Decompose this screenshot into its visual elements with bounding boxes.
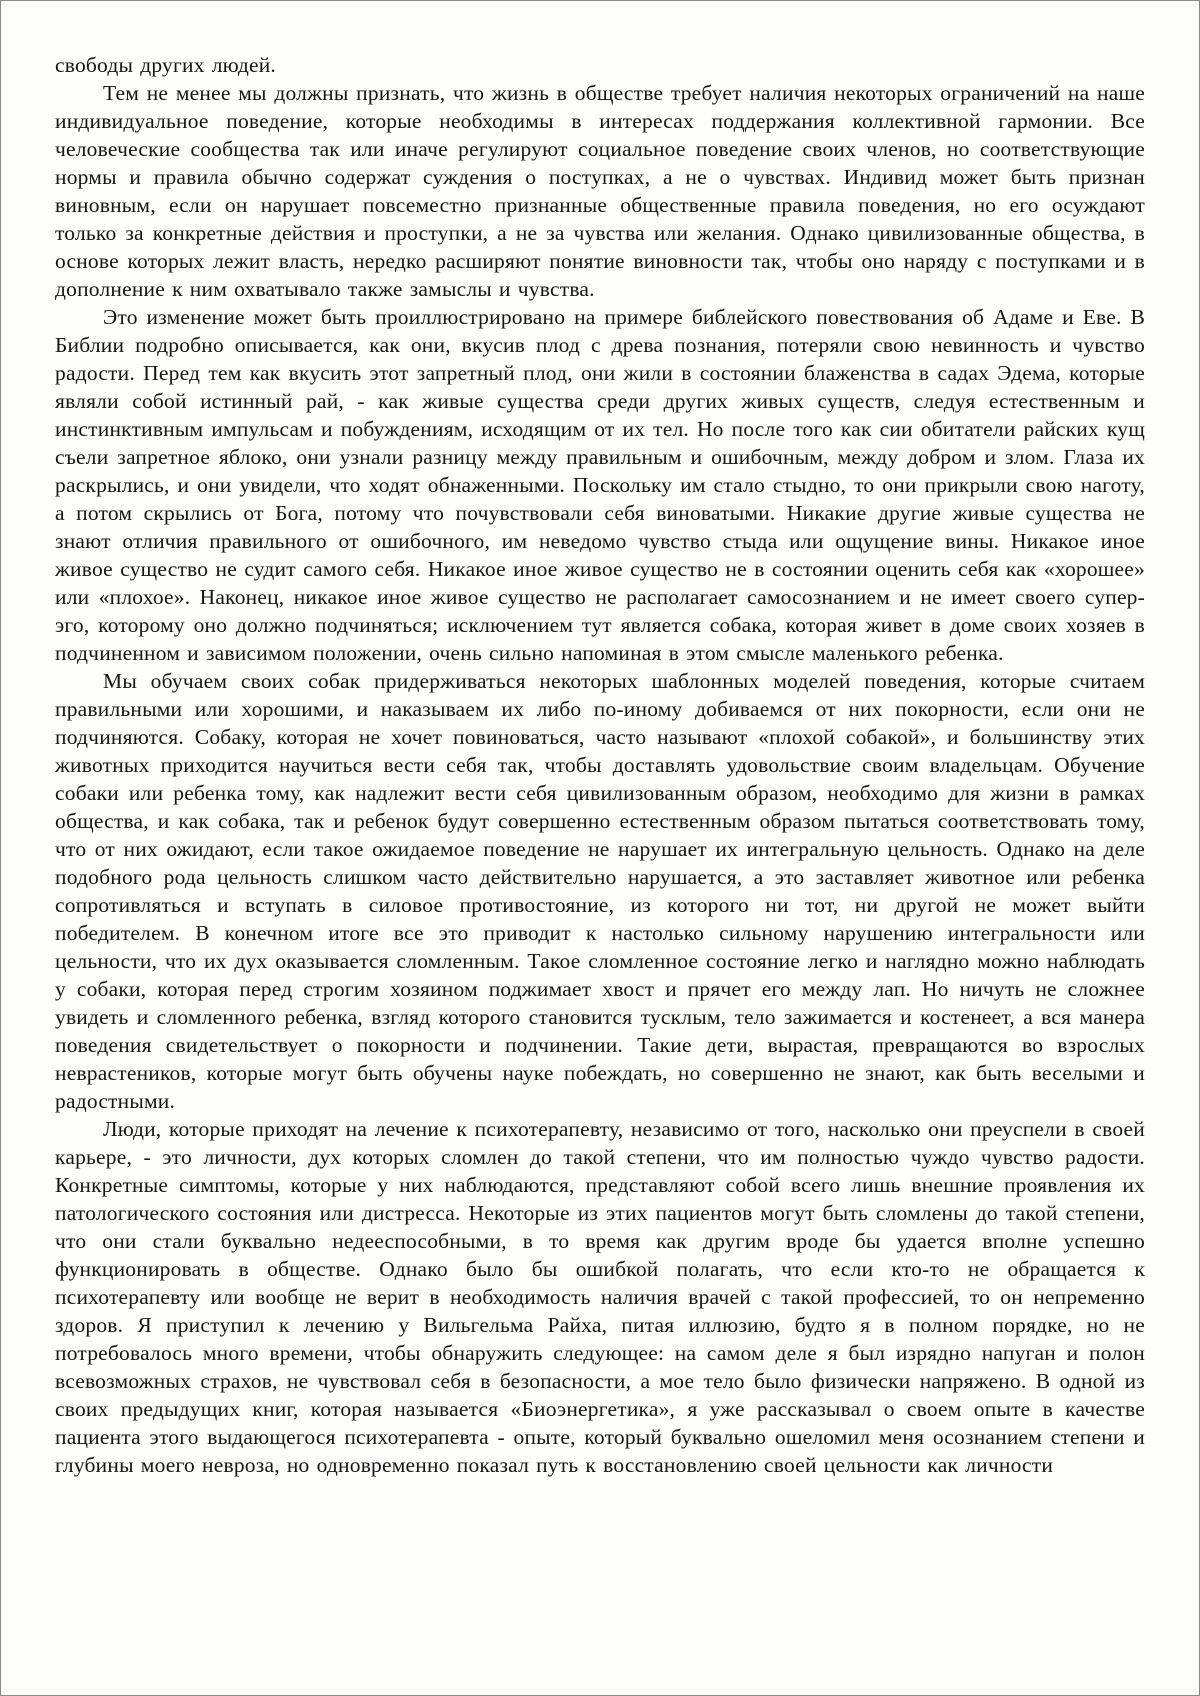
paragraph-continuation-from-previous-page: свободы других людей. — [55, 53, 276, 77]
paragraph-adam-and-eve: Это изменение может быть проиллюстрировано на примере библейского повествования об Адаме и Еве. В Библии подробно описывается, как они, вкусив плод с древа познания, потеряли свою невинность и чувство радости. Перед тем как вкусить этот запретный плод, они жили в состоянии блаженства в садах Эдема, которые являли собой истинный рай, - как живые существа среди других живых существ, следуя естественным и инстинктивным импульсам и побуждениям, исходящим от их тел. Но после того как сии обитатели райских кущ съели запретное яблоко, они узнали разницу между правильным и ошибочным, между добром и злом. Глаза их раскрылись, и они увидели, что ходят обнаженными. Поскольку им стало стыдно, то они прикрыли свою наготу, а потом скрылись от Бога, потому что почувствовали себя виноватыми. Никакие другие живые существа не знают отличия правильного от ошибочного, им неведомо чувство стыда или ощущение вины. Никакое иное живое существо не судит самого себя. Никакое иное живое существо не в состоянии оценить себя как «хорошее» или «плохое». Наконец, никакое иное живое существо не располагает самосознанием и не имеет своего супер-эго, которому оно должно подчиняться; исключением тут является собака, которая живет в доме своих хозяев в подчиненном и зависимом положении, очень сильно напоминая в этом смысле маленького ребенка. — [55, 305, 1145, 665]
paragraph-society-restrictions: Тем не менее мы должны признать, что жизнь в обществе требует наличия некоторых ограничений на наше индивидуальное поведение, которые необходимы в интересах поддержания коллективной гармонии. Все человеческие сообщества так или иначе регулируют социальное поведение своих членов, но соответствующие нормы и правила обычно содержат суждения о поступках, а не о чувствах. Индивид может быть признан виновным, если он нарушает повсеместно признанные общественные правила поведения, но его осуждают только за конкретные действия и проступки, а не за чувства или желания. Однако цивилизованные общества, в основе которых лежит власть, нередко расширяют понятие виновности так, чтобы оно наряду с поступками и в дополнение к ним охватывало также замыслы и чувства. — [55, 81, 1145, 301]
paragraph-psychotherapy-patients: Люди, которые приходят на лечение к психотерапевту, независимо от того, насколько они преуспели в своей карьере, - это личности, дух которых сломлен до такой степени, что им полностью чуждо чувство радости. Конкретные симптомы, которые у них наблюдаются, представляют собой всего лишь внешние проявления их патологического состояния или дистресса. Некоторые из этих пациентов могут быть сломлены до такой степени, что они стали буквально недееспособными, в то время как другим вроде бы удается вполне успешно функционировать в обществе. Однако было бы ошибкой полагать, что если кто-то не обращается к психотерапевту или вообще не верит в необходимость наличия врачей с такой профессией, то он непременно здоров. Я приступил к лечению у Вильгельма Райха, питая иллюзию, будто я в полном порядке, но не потребовалось много времени, чтобы обнаружить следующее: на самом деле я был изрядно напуган и полон всевозможных страхов, не чувствовал себя в безопасности, а мое тело было физически напряжено. В одной из своих предыдущих книг, которая называется «Биоэнергетика», я уже рассказывал о своем опыте в качестве пациента этого выдающегося психотерапевта - опыте, который буквально ошеломил меня осознанием степени и глубины моего невроза, но одновременно показал путь к восстановлению своей цельности как личности — [55, 1117, 1145, 1477]
paragraph-training-dogs-and-children: Мы обучаем своих собак придерживаться некоторых шаблонных моделей поведения, которые считаем правильными или хорошими, и наказываем их либо по-иному добиваемся от них покорности, если они не подчиняются. Собаку, которая не хочет повиноваться, часто называют «плохой собакой», и большинству этих животных приходится научиться вести себя так, чтобы доставлять удовольствие своим владельцам. Обучение собаки или ребенка тому, как надлежит вести себя цивилизованным образом, необходимо для жизни в рамках общества, и как собака, так и ребенок будут совершенно естественным образом пытаться соответствовать тому, что от них ожидают, если такое ожидаемое поведение не нарушает их интегральную цельность. Однако на деле подобного рода цельность слишком часто действительно нарушается, а это заставляет животное или ребенка сопротивляться и вступать в силовое противостояние, из которого ни тот, ни другой не может выйти победителем. В конечном итоге все это приводит к настолько сильному нарушению интегральности или цельности, что их дух оказывается сломленным. Такое сломленное состояние легко и наглядно можно наблюдать у собаки, которая перед строгим хозяином поджимает хвост и прячет его между лап. Но ничуть не сложнее увидеть и сломленного ребенка, взгляд которого становится тусклым, тело зажимается и костенеет, а вся манера поведения свидетельствует о покорности и подчинении. Такие дети, вырастая, превращаются во взрослых неврастеников, которые могут быть обучены науке побеждать, но совершенно не знают, как быть веселыми и радостными. — [55, 669, 1145, 1113]
